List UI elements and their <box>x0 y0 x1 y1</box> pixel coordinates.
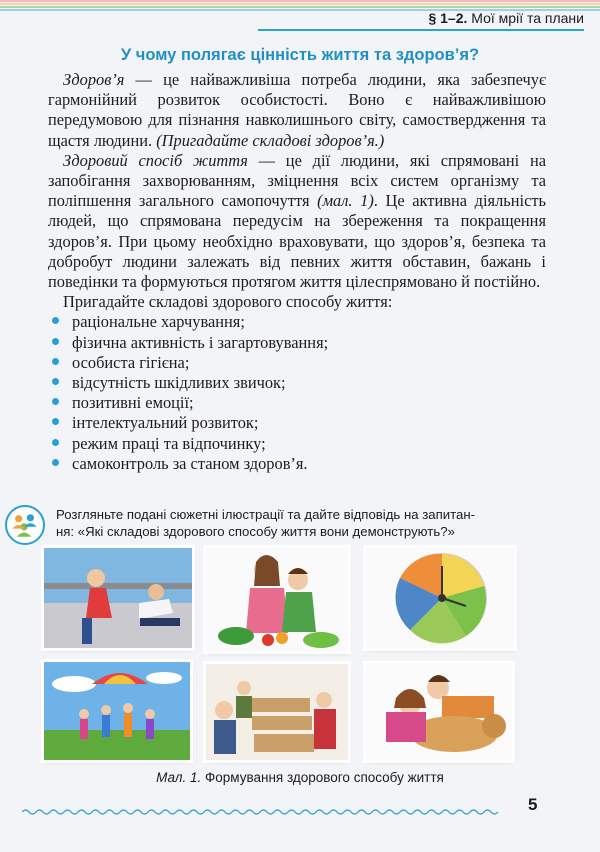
footer-decorative-line <box>22 803 520 811</box>
outdoor-play-photo <box>44 662 190 760</box>
section-title: У чому полягає цінність життя та здоров’я? <box>120 46 480 64</box>
section-mark: § 1–2. <box>428 10 468 26</box>
list-item: інтелектуальний розвиток; <box>72 413 546 433</box>
paragraph-health <box>48 70 546 151</box>
list-item: фізична активність і загартовування; <box>72 333 546 353</box>
list-item: самоконтроль за станом здоров’я. <box>72 454 546 474</box>
paragraph-health-text: — це найважливіша потреба людини, яка забезпечує гармонійний розвиток особистості. Воно є найважливішою передумовою для пізнання навколишнього світу, самоствердження та щастя людини. <box>48 70 546 150</box>
bullet-dot-icon <box>52 439 59 446</box>
figure-caption <box>0 770 600 785</box>
figure-label: Мал. 1. <box>156 770 202 785</box>
list-item: відсутність шкідливих звичок; <box>72 373 546 393</box>
bullet-dot-icon <box>52 418 59 425</box>
rest-with-dog-photo <box>366 664 512 760</box>
body-text <box>48 70 546 474</box>
chapter-header <box>258 10 584 31</box>
paragraph-lifestyle-text-b: . Це активна діяльність людей, що спрямована передусім на збереження та покращення здоров’я. При цьому необхідно враховувати, що здоров’я, безпека та добробут людини залежать від певних життя обставин, бажань і поведінки та формуються протягом життя цілеспрямовано й постійно. <box>48 191 546 292</box>
paragraph-health-note: (Пригадайте складові здоров’я.) <box>156 130 385 150</box>
page-number: 5 <box>528 795 538 814</box>
task-text <box>56 506 556 540</box>
exercise-photo <box>44 548 192 648</box>
term-health: Здоров’я <box>63 70 125 89</box>
daily-schedule-clock-photo <box>366 548 514 648</box>
chapter-title: Мої мрії та плани <box>471 10 584 26</box>
figure-reference: (мал. 1) <box>317 191 374 211</box>
list-item: раціональне харчування; <box>72 312 546 332</box>
term-lifestyle: Здоровий спосіб життя <box>63 150 248 170</box>
list-item: позитивні емоції; <box>72 393 546 413</box>
bullet-dot-icon <box>52 378 59 385</box>
group-discussion-icon <box>5 505 45 545</box>
paragraph-lifestyle-text-a: — це дії людини, які спрямовані на запобігання захворюванням, зміцнення всіх систем організму та поліпшення загального самопочуття <box>48 150 546 211</box>
bullet-dot-icon <box>52 358 59 365</box>
list-item: особиста гігієна; <box>72 353 546 373</box>
chess-photo <box>206 664 348 760</box>
bullet-dot-icon <box>52 398 59 405</box>
task-line-1: Розгляньте подані сюжетні ілюстрації та дайте відповідь на запитан- <box>56 507 476 522</box>
bullet-dot-icon <box>52 317 59 324</box>
list-item: режим праці та відпочинку; <box>72 434 546 454</box>
paragraph-recall: Пригадайте складові здорового способу життя: <box>63 292 393 312</box>
bullet-dot-icon <box>52 459 59 466</box>
paragraph-lifestyle <box>48 151 546 292</box>
bullet-dot-icon <box>52 338 59 345</box>
components-list <box>48 312 546 474</box>
task-line-2: ня: «Які складові здорового способу життя вони демонструють?» <box>56 524 455 539</box>
figure-caption-text: Формування здорового способу життя <box>201 770 444 785</box>
healthy-food-photo <box>206 548 348 651</box>
